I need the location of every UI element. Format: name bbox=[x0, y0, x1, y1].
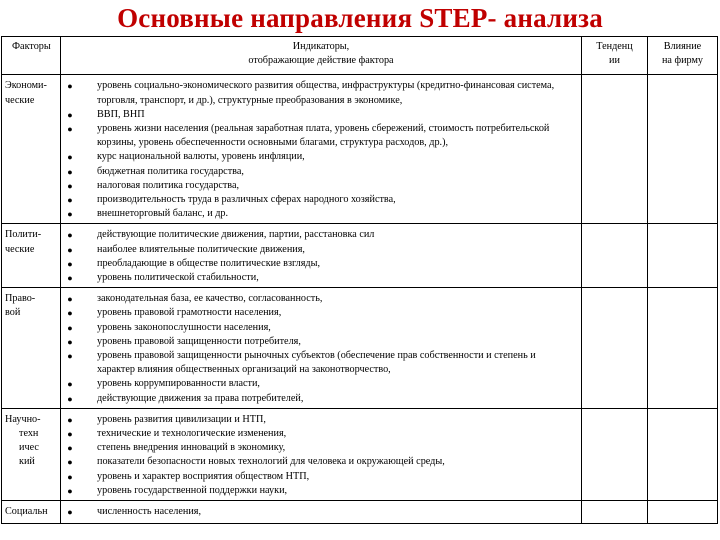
header-impact bbox=[648, 37, 718, 75]
indicators-list bbox=[61, 75, 581, 223]
table-row bbox=[2, 501, 718, 524]
list-item bbox=[65, 257, 575, 271]
bullet-icon: ● bbox=[67, 351, 73, 362]
list-item-text: действующие движения за права потребителей, bbox=[97, 392, 304, 404]
factor-label-line: Социальн bbox=[5, 506, 48, 518]
factor-label-line: Право- bbox=[5, 293, 36, 305]
impact-cell bbox=[648, 501, 718, 524]
factor-label-line: Полити- bbox=[5, 229, 42, 241]
bullet-icon: ● bbox=[67, 379, 73, 390]
bullet-icon: ● bbox=[67, 230, 73, 241]
bullet-icon: ● bbox=[67, 393, 73, 404]
list-item-text: внешнеторговый баланс, и др. bbox=[97, 208, 229, 220]
table-row bbox=[2, 75, 718, 224]
list-item bbox=[65, 179, 575, 193]
table-body bbox=[2, 75, 718, 524]
trends-cell bbox=[582, 75, 648, 224]
bullet-icon: ● bbox=[67, 166, 73, 177]
step-analysis-table bbox=[1, 36, 718, 524]
list-item bbox=[65, 193, 575, 207]
list-item bbox=[65, 79, 575, 107]
bullet-icon: ● bbox=[67, 322, 73, 333]
list-item-text: степень внедрения инноваций в экономику, bbox=[97, 442, 286, 454]
factor-cell bbox=[2, 501, 61, 524]
bullet-icon: ● bbox=[67, 209, 73, 220]
list-item bbox=[65, 470, 575, 484]
indicators-cell bbox=[61, 224, 582, 288]
list-item-text: уровень законопослушности населения, bbox=[97, 321, 271, 333]
list-item-text: показатели безопасности новых технологий для человека и окружающей среды, bbox=[97, 456, 445, 468]
bullet-icon: ● bbox=[67, 294, 73, 305]
bullet-icon: ● bbox=[67, 273, 73, 284]
factor-label-line: вой bbox=[5, 307, 21, 319]
list-item bbox=[65, 243, 575, 257]
bullet-icon: ● bbox=[67, 109, 73, 120]
indicators-list bbox=[61, 501, 581, 521]
list-item bbox=[65, 150, 575, 164]
header-indicators-line2: отображающие действие фактора bbox=[248, 55, 394, 67]
factor-label-line: ческие bbox=[5, 94, 35, 106]
indicators-list bbox=[61, 224, 581, 287]
list-item-text: уровень политической стабильности, bbox=[97, 272, 259, 284]
list-item-text: преобладающие в обществе политические взгляды, bbox=[97, 257, 321, 269]
header-indicators-line1: Индикаторы, bbox=[292, 41, 350, 52]
header-factors bbox=[2, 37, 61, 75]
bullet-icon: ● bbox=[67, 124, 73, 135]
factor-cell bbox=[2, 408, 61, 500]
bullet-icon: ● bbox=[67, 507, 73, 518]
impact-cell bbox=[648, 224, 718, 288]
list-item-text: налоговая политика государства, bbox=[97, 179, 240, 191]
list-item bbox=[65, 349, 575, 377]
bullet-icon: ● bbox=[67, 457, 73, 468]
list-item-text: действующие политические движения, партии, расстановка сил bbox=[97, 229, 375, 241]
list-item bbox=[65, 165, 575, 179]
header-trends bbox=[582, 37, 648, 75]
list-item bbox=[65, 306, 575, 320]
list-item-text: курс национальной валюты, уровень инфляции, bbox=[97, 151, 305, 163]
list-item bbox=[65, 484, 575, 498]
list-item bbox=[65, 455, 575, 469]
list-item bbox=[65, 505, 575, 519]
list-item bbox=[65, 392, 575, 406]
trends-cell bbox=[582, 408, 648, 500]
list-item-text: наиболее влиятельные политические движения, bbox=[97, 243, 305, 255]
list-item bbox=[65, 413, 575, 427]
indicators-list bbox=[61, 409, 581, 500]
factor-cell bbox=[2, 224, 61, 288]
bullet-icon: ● bbox=[67, 414, 73, 425]
indicators-cell bbox=[61, 75, 582, 224]
list-item-text: уровень правовой защищенности потребителя, bbox=[97, 335, 301, 347]
bullet-icon: ● bbox=[67, 429, 73, 440]
list-item bbox=[65, 321, 575, 335]
impact-cell bbox=[648, 75, 718, 224]
bullet-icon: ● bbox=[67, 443, 73, 454]
header-factors-label: Факторы bbox=[12, 41, 51, 52]
factor-label-line: Научно- bbox=[5, 413, 41, 425]
list-item bbox=[65, 122, 575, 150]
factor-label-line: ческие bbox=[5, 243, 35, 255]
list-item bbox=[65, 271, 575, 285]
header-impact-line1: Влияние bbox=[663, 41, 702, 52]
table-header-row bbox=[2, 37, 718, 75]
factor-cell bbox=[2, 288, 61, 409]
list-item-text: уровень социально-экономического развития общества, инфраструктуры (кредитно-финансовая система, торговля, транспорт, и др.), структурные преобразования в экономике, bbox=[97, 80, 555, 106]
bullet-icon: ● bbox=[67, 180, 73, 191]
factor-label-line: ичес bbox=[19, 442, 39, 454]
indicators-list bbox=[61, 288, 581, 408]
bullet-icon: ● bbox=[67, 244, 73, 255]
factor-cell bbox=[2, 75, 61, 224]
list-item-text: ВВП, ВНП bbox=[97, 108, 145, 120]
trends-cell bbox=[582, 501, 648, 524]
header-trends-line2: ии bbox=[609, 55, 620, 67]
list-item-text: уровень развития цивилизации и НТП, bbox=[97, 413, 266, 425]
page-title: Основные направления STEP- анализа bbox=[117, 3, 603, 33]
list-item bbox=[65, 228, 575, 242]
list-item-text: численность населения, bbox=[97, 506, 202, 518]
list-item-text: уровень коррумпированности власти, bbox=[97, 378, 260, 390]
list-item-text: производительность труда в различных сферах народного хозяйства, bbox=[97, 194, 396, 206]
indicators-cell bbox=[61, 501, 582, 524]
bullet-icon: ● bbox=[67, 258, 73, 269]
list-item-text: законодательная база, ее качество, согласованность, bbox=[97, 293, 323, 305]
bullet-icon: ● bbox=[67, 336, 73, 347]
bullet-icon: ● bbox=[67, 485, 73, 496]
list-item-text: уровень правовой грамотности населения, bbox=[97, 307, 282, 319]
list-item-text: уровень жизни населения (реальная заработная плата, уровень сбережений, стоимость потребительской корзины, уровень обеспеченности основными благами, структура расходов, др.), bbox=[97, 123, 550, 149]
list-item bbox=[65, 441, 575, 455]
header-trends-line1: Тенденц bbox=[596, 41, 633, 52]
bullet-icon: ● bbox=[67, 152, 73, 163]
list-item bbox=[65, 292, 575, 306]
table-row bbox=[2, 224, 718, 288]
bullet-icon: ● bbox=[67, 308, 73, 319]
list-item-text: технические и технологические изменения, bbox=[97, 428, 287, 440]
list-item-text: уровень государственной поддержки науки, bbox=[97, 484, 288, 496]
header-indicators bbox=[61, 37, 582, 75]
header-impact-line2: на фирму bbox=[661, 55, 704, 67]
table-row bbox=[2, 408, 718, 500]
list-item-text: уровень правовой защищенности рыночных субъектов (обеспечение прав собственности и степень и характер влияния общественных организаций на законотворчество, bbox=[97, 350, 536, 376]
bullet-icon: ● bbox=[67, 471, 73, 482]
bullet-icon: ● bbox=[67, 195, 73, 206]
factor-label-line: кий bbox=[19, 456, 35, 468]
factor-label-line: техн bbox=[19, 428, 39, 440]
table-row bbox=[2, 288, 718, 409]
trends-cell bbox=[582, 288, 648, 409]
list-item-text: бюджетная политика государства, bbox=[97, 165, 244, 177]
list-item bbox=[65, 108, 575, 122]
list-item bbox=[65, 207, 575, 221]
impact-cell bbox=[648, 408, 718, 500]
impact-cell bbox=[648, 288, 718, 409]
factor-label-line: Экономи- bbox=[5, 80, 47, 92]
indicators-cell bbox=[61, 288, 582, 409]
list-item bbox=[65, 377, 575, 391]
indicators-cell bbox=[61, 408, 582, 500]
list-item-text: уровень и характер восприятия обществом НТП, bbox=[97, 470, 310, 482]
bullet-icon: ● bbox=[67, 81, 73, 92]
list-item bbox=[65, 335, 575, 349]
trends-cell bbox=[582, 224, 648, 288]
list-item bbox=[65, 427, 575, 441]
